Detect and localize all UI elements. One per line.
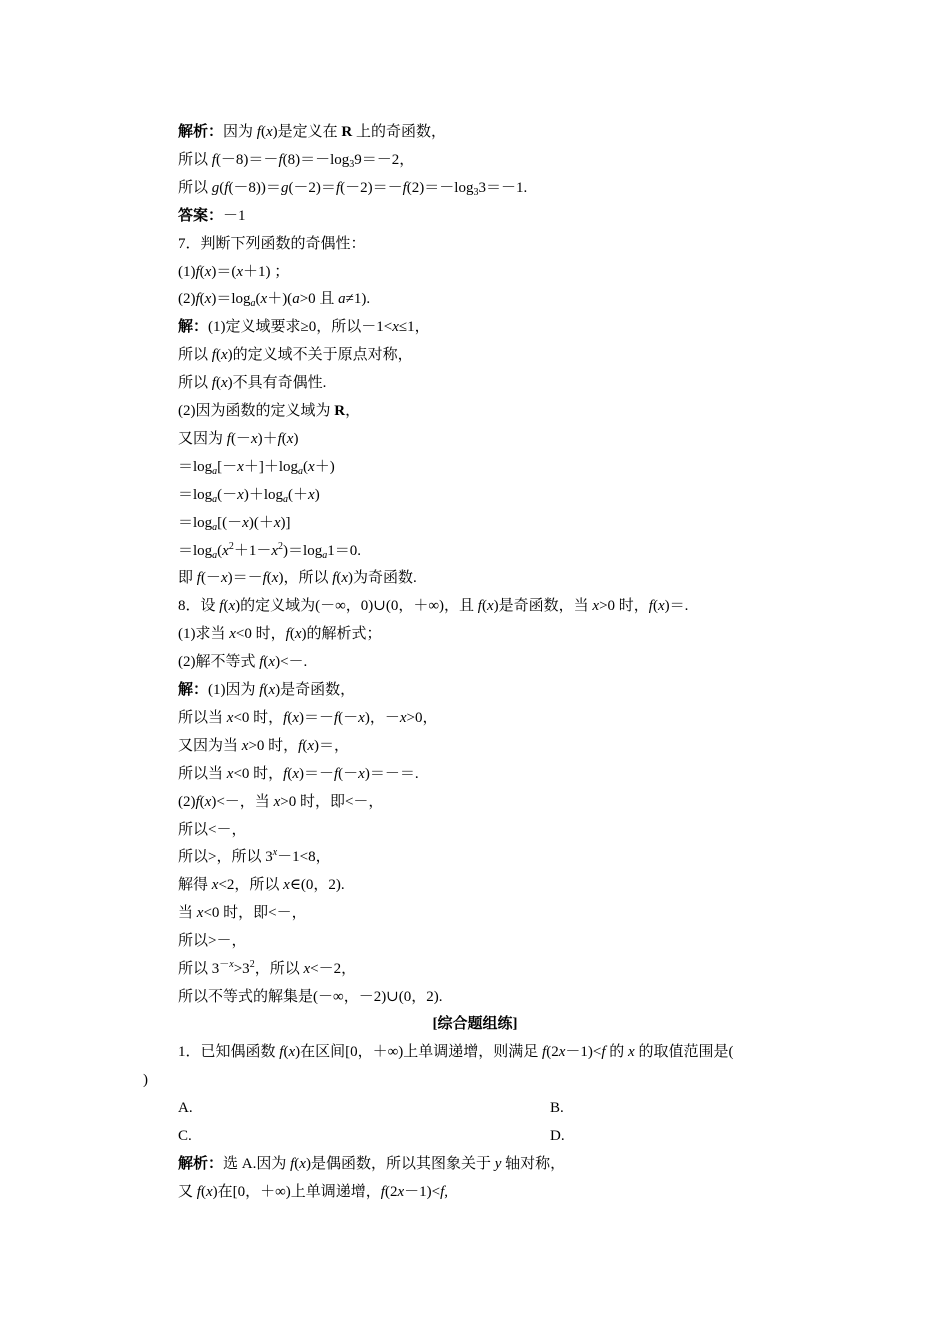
analysis-line-1: 解析：选 A.因为 f(x)是偶函数，所以其图象关于 y 轴对称，	[178, 1156, 566, 1172]
text-line: 又因为当 x>0 时，f(x)＝，	[178, 738, 349, 754]
text-line: 又因为 f(－x)＋f(x)	[178, 431, 299, 447]
text-line: $(2)f(x)=\log_a(x+)(a>0$ 且 a≠1).	[178, 291, 371, 309]
text-line: 所以 f(x)不具有奇偶性.	[178, 375, 327, 391]
text-line: (2)解不等式 f(x)<－.	[178, 654, 308, 670]
option-a: A.	[178, 1100, 193, 1116]
question-stem-tail: )	[143, 1072, 148, 1088]
text-line: 解得 x<2，所以 x∈(0，2).	[178, 877, 345, 893]
text-line: 答案：－1	[178, 208, 246, 224]
text-line: 所以不等式的解集是(－∞，－2)∪(0，2).	[178, 989, 443, 1005]
text-line: 所以>，所以 $3^x-1<8$，	[178, 847, 331, 865]
text-line: (1)f(x)＝(x＋1) ；	[178, 264, 290, 280]
text-line: 所以<－，	[178, 822, 247, 838]
text-line: 解：(1)因为 f(x)是奇函数，	[178, 682, 356, 698]
text-line: 解：(1)定义域要求≥0，所以－1<x≤1，	[178, 319, 430, 335]
text-line: 所以当 x<0 时，f(x)＝－f(－x)＝－＝.	[178, 766, 419, 782]
option-d: D.	[550, 1128, 565, 1144]
text-line: $=\log_a(x^2+1-x^2)=\log_a1=0$.	[178, 541, 361, 561]
section-title: [综合题组练]	[432, 1016, 518, 1032]
text-line: $=\log_a[(-x)(+x)]$	[178, 515, 291, 533]
analysis-line-2: 又 f(x)在[0，＋∞)上单调递增，f(2x－1)<f,	[178, 1184, 449, 1200]
text-line: $=\log_a(-x)+\log_a(+x)$	[178, 487, 320, 505]
text-line: 当 x<0 时，即<－，	[178, 905, 307, 921]
text-line: 所以 $3^{-x}>3^2$，所以 x<－2，	[178, 959, 357, 977]
text-line: 所以 f(x)的定义域不关于原点对称，	[178, 347, 413, 363]
text-line: (1)求当 x<0 时，f(x)的解析式；	[178, 626, 382, 642]
text-line: 所以>－，	[178, 933, 247, 949]
text-line: 解析：因为 f(x)是定义在 R 上的奇函数，	[178, 124, 446, 140]
option-b: B.	[550, 1100, 564, 1116]
text-line: (2)f(x)<－，当 x>0 时，即<－，	[178, 794, 384, 810]
question-stem: 1．已知偶函数 f(x)在区间[0，＋∞)上单调递增，则满足 f(2x－1)<f 的 x 的取值范围是(	[178, 1044, 734, 1060]
text-line: 8．设 f(x)的定义域为(－∞，0)∪(0，＋∞)，且 f(x)是奇函数，当 x>0 时，f(x)＝.	[178, 598, 689, 614]
text-line: 所以 $f(-8)=-f(8)=-\log_39=-2$，	[178, 152, 415, 170]
text-line: $=\log_a[-x+]+\log_a(x+)$	[178, 459, 335, 477]
text-line: 所以 $g(f(-8))=g(-2)=f(-2)=-f(2)=-\log_33=-1$.	[178, 180, 528, 198]
text-line: 所以当 x<0 时，f(x)＝－f(－x)，－x>0，	[178, 710, 438, 726]
text-line: 7．判断下列函数的奇偶性：	[178, 236, 366, 252]
text-line: (2)因为函数的定义域为 R，	[178, 403, 361, 419]
option-c: C.	[178, 1128, 192, 1144]
text-line: 即 f(－x)＝－f(x)，所以 f(x)为奇函数.	[178, 570, 417, 586]
